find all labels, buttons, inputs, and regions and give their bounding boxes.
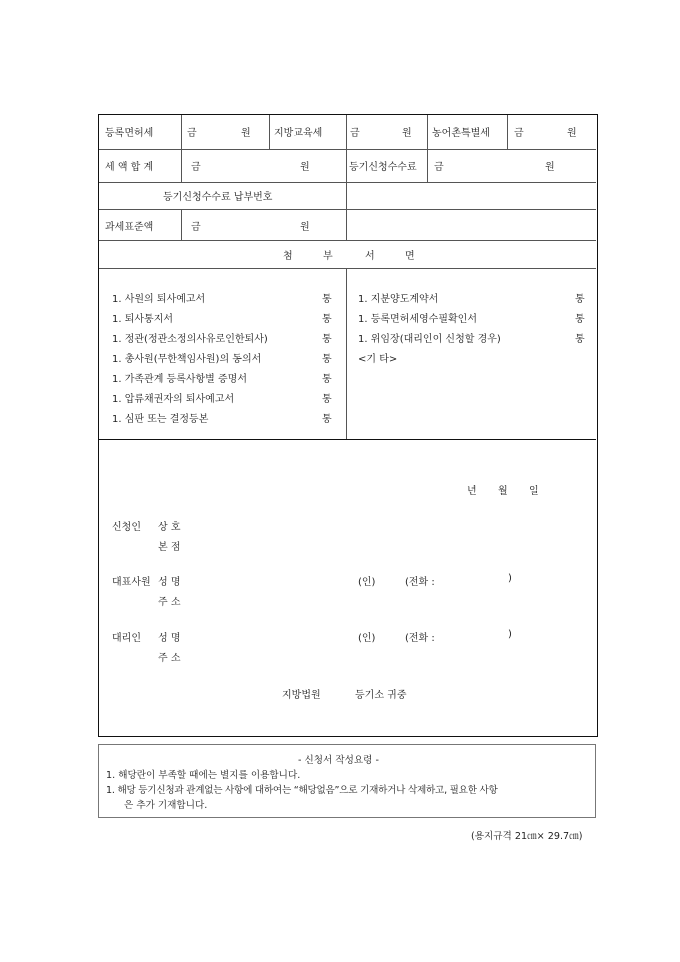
attachment-item: 1. 지분양도계약서 — [358, 294, 439, 305]
col-divider — [269, 115, 270, 149]
won-unit: 원 — [402, 128, 412, 139]
representative-label: 대표사원 — [112, 577, 151, 588]
head-office-label: 본 점 — [158, 542, 181, 553]
reg-license-tax-label: 등록면허세 — [105, 128, 154, 139]
attachments-header-char: 부 — [323, 251, 333, 262]
copies-unit: 통 — [322, 294, 332, 305]
district-court-label: 지방법원 — [282, 690, 321, 701]
col-divider — [507, 115, 508, 149]
name-label: 성 명 — [158, 633, 181, 644]
col-divider — [181, 209, 182, 240]
address-label: 주 소 — [158, 653, 181, 664]
writing-guide-title: - 신청서 작성요령 - — [298, 755, 379, 766]
won-unit: 원 — [567, 128, 577, 139]
copies-unit: 통 — [322, 394, 332, 405]
writing-guide-item: 1. 해당 등기신청과 관계없는 사항에 대하여는 “해당없음”으로 기재하거나 삭제하고, 필요한 사항 — [106, 785, 498, 796]
attachment-item: 1. 위임장(대리인이 신청할 경우) — [358, 334, 501, 345]
attachment-item: 1. 퇴사통지서 — [112, 314, 174, 325]
writing-guide-item: 1. 해당란이 부족할 때에는 별지를 이용합니다. — [106, 770, 301, 781]
date-year: 년 — [467, 486, 477, 497]
tax-total-label: 세 액 합 계 — [105, 162, 154, 173]
seal-mark: (인) — [358, 633, 376, 644]
col-divider — [427, 115, 428, 149]
amount-prefix: 금 — [434, 162, 444, 173]
amount-prefix: 금 — [191, 162, 201, 173]
copies-unit: 통 — [575, 314, 585, 325]
col-divider — [427, 149, 428, 182]
row-divider — [99, 268, 596, 269]
attachment-item: 1. 심판 또는 결정등본 — [112, 414, 209, 425]
attachment-item: 1. 총사원(무한책임사원)의 동의서 — [112, 354, 262, 365]
row-divider — [99, 182, 596, 183]
copies-unit: 통 — [322, 414, 332, 425]
attachments-header-char: 면 — [405, 251, 415, 262]
applicant-label: 신청인 — [112, 522, 141, 533]
phone-close: ) — [508, 573, 512, 584]
seal-mark: (인) — [358, 577, 376, 588]
attachment-item: 1. 압류채권자의 퇴사예고서 — [112, 394, 235, 405]
phone-close: ) — [508, 629, 512, 640]
col-divider — [346, 209, 347, 240]
col-divider — [346, 268, 347, 439]
won-unit: 원 — [300, 162, 310, 173]
attachments-header-char: 첨 — [283, 251, 293, 262]
won-unit: 원 — [241, 128, 251, 139]
col-divider — [346, 115, 347, 149]
copies-unit: 통 — [322, 354, 332, 365]
amount-prefix: 금 — [514, 128, 524, 139]
phone-label: (전화 : — [405, 633, 435, 644]
amount-prefix: 금 — [350, 128, 360, 139]
attachment-item: 1. 가족관계 등록사항별 증명서 — [112, 374, 247, 385]
copies-unit: 통 — [322, 314, 332, 325]
attachment-item: 1. 등록면허세영수필확인서 — [358, 314, 477, 325]
trade-name-label: 상 호 — [158, 522, 181, 533]
date-month: 월 — [498, 486, 508, 497]
section-divider — [99, 439, 596, 440]
address-label: 주 소 — [158, 597, 181, 608]
agent-label: 대리인 — [112, 633, 141, 644]
col-divider — [346, 182, 347, 209]
name-label: 성 명 — [158, 577, 181, 588]
paper-size-label: (용지규격 21㎝× 29.7㎝) — [471, 831, 583, 842]
date-day: 일 — [529, 486, 539, 497]
col-divider — [181, 149, 182, 182]
copies-unit: 통 — [322, 334, 332, 345]
rural-special-tax-label: 농어촌특별세 — [432, 128, 490, 139]
amount-prefix: 금 — [187, 128, 197, 139]
attachment-item: 1. 정관(정관소정의사유로인한퇴사) — [112, 334, 268, 345]
row-divider — [99, 149, 596, 150]
won-unit: 원 — [545, 162, 555, 173]
local-edu-tax-label: 지방교육세 — [274, 128, 323, 139]
copies-unit: 통 — [575, 334, 585, 345]
col-divider — [181, 115, 182, 149]
phone-label: (전화 : — [405, 577, 435, 588]
row-divider — [99, 240, 596, 241]
registry-office-label: 등기소 귀중 — [355, 690, 407, 701]
row-divider — [99, 209, 596, 210]
col-divider — [346, 149, 347, 182]
payment-number-label: 등기신청수수료 납부번호 — [163, 192, 273, 203]
attachment-item: 1. 사원의 퇴사예고서 — [112, 294, 206, 305]
amount-prefix: 금 — [191, 222, 201, 233]
copies-unit: 통 — [575, 294, 585, 305]
attachment-other: <기 타> — [358, 354, 398, 365]
attachments-header-char: 서 — [365, 251, 375, 262]
writing-guide-item-cont: 은 추가 기재합니다. — [124, 800, 208, 811]
won-unit: 원 — [300, 222, 310, 233]
reg-fee-label: 등기신청수수료 — [349, 162, 417, 173]
tax-base-label: 과세표준액 — [105, 222, 154, 233]
copies-unit: 통 — [322, 374, 332, 385]
